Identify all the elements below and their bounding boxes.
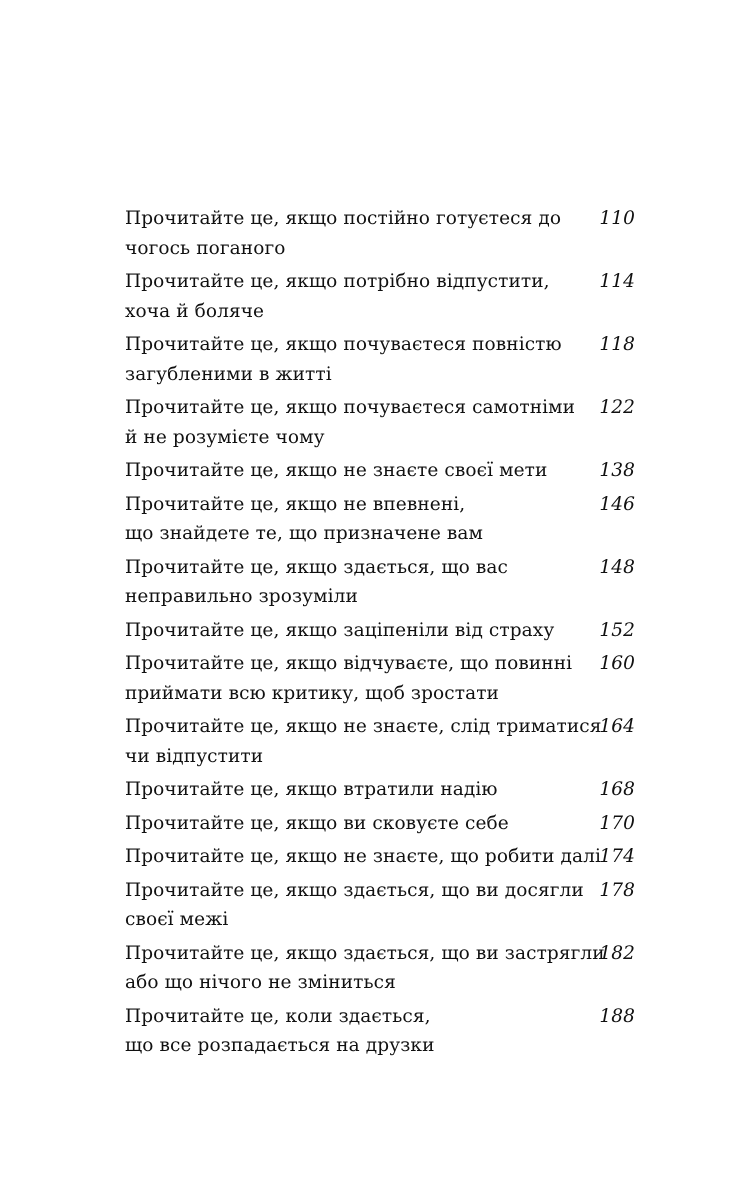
- toc-entry-title: [125, 553, 577, 612]
- toc-entry: [125, 809, 635, 839]
- toc-entry-page-number: 110: [599, 208, 635, 229]
- toc-entry-page-number: 152: [599, 619, 635, 641]
- toc-entry-title: [125, 809, 577, 839]
- toc-entry-title-line: чи відпустити: [125, 745, 264, 767]
- toc-entry-title-line: чогось поганого: [125, 237, 286, 259]
- toc-entry-title-line: Прочитайте це, якщо ви сковуєте себе: [125, 812, 509, 834]
- toc-entry: [125, 267, 635, 326]
- toc-entry-title-line: Прочитайте це, якщо здається, що ви застрягли: [125, 942, 605, 964]
- toc-entry-title: [125, 775, 577, 805]
- toc-entry: [125, 1002, 635, 1061]
- toc-entry-title-line: Прочитайте це, коли здається,: [125, 1005, 431, 1027]
- toc-entry-page-number: 182: [599, 942, 635, 964]
- toc-entry: [125, 649, 635, 708]
- toc-entry-page-number: 122: [599, 397, 635, 418]
- toc-entry-page-number: 138: [599, 460, 635, 481]
- toc-entry: [125, 490, 635, 549]
- toc-entry-title-line: Прочитайте це, якщо здається, що ви досягли: [125, 879, 584, 901]
- toc-entry-title: [125, 393, 577, 452]
- toc-entry-title-line: що все розпадається на друзки: [125, 1035, 435, 1056]
- toc-entry-title: [125, 204, 577, 263]
- toc-entry-title-line: Прочитайте це, якщо відчуваєте, що повинні: [125, 653, 573, 674]
- toc-entry-page-number: 114: [599, 271, 635, 292]
- toc-entry: [125, 775, 635, 805]
- toc-entry-title: [125, 616, 577, 646]
- toc-entry: [125, 712, 635, 771]
- toc-entry-title-line: Прочитайте це, якщо втратили надію: [125, 779, 498, 800]
- toc-entry-title-line: Прочитайте це, якщо не знаєте своєї мети: [125, 460, 548, 481]
- toc-entry-page-number: 146: [599, 493, 635, 515]
- toc-entry-title-line: й не розумієте чому: [125, 426, 325, 448]
- toc-entry-page-number: 178: [599, 879, 635, 901]
- toc-entry: [125, 616, 635, 646]
- toc-entry-title-line: Прочитайте це, якщо не знаєте, слід триматися: [125, 716, 602, 737]
- toc-entry-page-number: 118: [599, 334, 635, 355]
- toc-entry-title-line: неправильно зрозуміли: [125, 586, 358, 607]
- toc-entry: [125, 939, 635, 998]
- toc-entry-title-line: хоча й боляче: [125, 300, 265, 322]
- toc-entry-page-number: 188: [599, 1005, 635, 1027]
- toc-entry-title: [125, 876, 584, 935]
- toc-entry-title: [125, 842, 602, 872]
- toc-entry-title-line: що знайдете те, що призначене вам: [125, 523, 483, 544]
- toc-entry: [125, 393, 635, 452]
- toc-entry-title: [125, 456, 577, 486]
- toc-entry-page-number: 168: [599, 779, 635, 800]
- toc-entry-title-line: Прочитайте це, якщо почуваєтеся повністю: [125, 334, 562, 355]
- toc-entry-title-line: Прочитайте це, якщо не знаєте, що робити далі: [125, 846, 602, 867]
- toc-entry-title: [125, 490, 577, 549]
- toc-entry-title-line: Прочитайте це, якщо не впевнені,: [125, 493, 466, 515]
- toc-entry-title: [125, 1002, 577, 1061]
- toc-entry-title-line: приймати всю критику, щоб зростати: [125, 682, 499, 704]
- toc-entry-title-line: або що нічого не зміниться: [125, 972, 396, 993]
- toc-entry-title-line: Прочитайте це, якщо почуваєтеся самотніми: [125, 397, 576, 418]
- table-of-contents: [125, 204, 635, 1065]
- toc-entry-title: [125, 267, 577, 326]
- toc-entry-title-line: Прочитайте це, якщо потрібно відпустити,: [125, 271, 550, 292]
- toc-entry-page-number: 170: [599, 812, 635, 834]
- toc-entry-title: [125, 649, 577, 708]
- toc-entry: [125, 456, 635, 486]
- toc-entry-page-number: 160: [599, 653, 635, 674]
- toc-entry-title-line: своєї межі: [125, 909, 229, 930]
- toc-entry-page-number: 148: [599, 556, 635, 578]
- toc-entry-title-line: Прочитайте це, якщо здається, що вас: [125, 556, 508, 578]
- toc-entry-title: [125, 939, 605, 998]
- toc-entry: [125, 876, 635, 935]
- toc-entry: [125, 204, 635, 263]
- toc-entry-page-number: 164: [599, 716, 635, 737]
- toc-entry: [125, 330, 635, 389]
- toc-entry-title-line: Прочитайте це, якщо постійно готуєтеся до: [125, 208, 562, 229]
- toc-entry-title: [125, 330, 577, 389]
- toc-entry-page-number: 174: [599, 846, 635, 867]
- toc-entry-title-line: Прочитайте це, якщо заціпеніли від страху: [125, 619, 555, 641]
- toc-entry: [125, 553, 635, 612]
- toc-entry: [125, 842, 635, 872]
- toc-entry-title: [125, 712, 602, 771]
- toc-entry-title-line: загубленими в житті: [125, 363, 332, 385]
